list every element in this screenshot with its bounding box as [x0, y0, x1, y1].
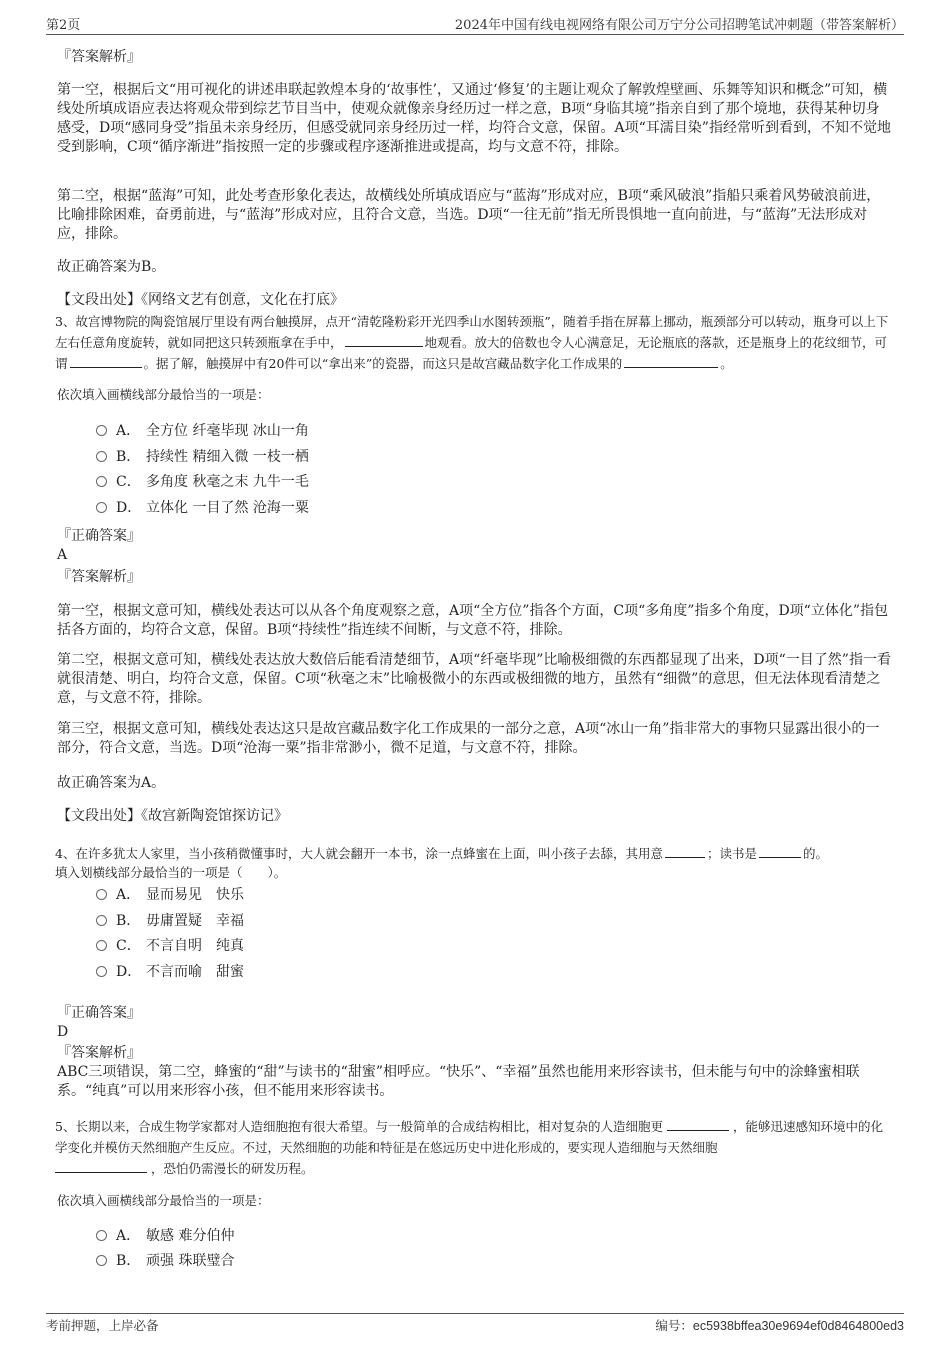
q3-answer-label: 『正确答案』 [57, 528, 141, 544]
q3-analysis-para2: 第二空，根据文意可知，横线处表达放大数倍后能看清楚细节，A项“纤毫毕现”比喻极细微的东西都显现了出来，D项“一目了然”指一看就很清楚、明白，均符合文意，保留。C项“秋毫之末”比喻极微小的东西或极细微的地方，虽然有“细微”的意思，但无法体现看清楚之意，与文意不符，排除。 [57, 652, 891, 706]
q2-analysis-para2: 第二空，根据“蓝海”可知，此处考查形象化表达，故横线处所填成语应与“蓝海”形成对应，B项“乘风破浪”指船只乘着风势破浪前进，比喻排除困难，奋勇前进，与“蓝海”形成对应，且符合文意，当选。D项“一往无前”指无所畏惧地一直向前进，与“蓝海”无法形成对应，排除。 [57, 188, 881, 242]
q4-answer: D [57, 1024, 69, 1040]
q3-stem: 3、故宫博物院的陶瓷馆展厅里设有两台触摸屏，点开“清乾隆粉彩开光四季山水图转颈瓶”，随着手指在屏幕上挪动，瓶颈部分可以转动，瓶身可以上下左右任意角度旋转，就如同把这只转颈瓶拿在手中， 地观看。放大的倍数也令人心满意足，无论瓶底的落款，还是瓶身上的花纹细节，可谓 。据了解，触摸屏中有20件可以“拿出来”的瓷器，而这只是故宫藏品数字化工作成果的 。 [55, 314, 889, 371]
q3-analysis-para1: 第一空，根据文意可知，横线处表达可以从各个角度观察之意，A项“全方位”指各个方面，C项“多角度”指多个角度，D项“立体化”指包括各方面的，均符合文意，保留。B项“持续性”指连续不间断，与文意不符，排除。 [57, 603, 888, 638]
q3-analysis-para3: 第三空，根据文意可知，横线处表达这只是故宫藏品数字化工作成果的一部分之意，A项“冰山一角”指非常大的事物只显露出很小的一部分，符合文意，当选。D项“沧海一粟”指非常渺小，微不足道，与文意不符，排除。 [57, 721, 880, 756]
q3-blank-1 [345, 333, 423, 347]
q5-option-b[interactable]: B． 顽强 珠联璧合 [96, 1251, 234, 1271]
q3-prompt: 依次填入画横线部分最恰当的一项是： [57, 387, 270, 402]
q3-option-d[interactable]: D． 立体化 一目了然 沧海一粟 [96, 498, 309, 518]
q3-blank-2 [70, 354, 142, 368]
q5-blank-2 [55, 1159, 147, 1173]
page-number: 第2页 [46, 18, 81, 33]
q4-option-a[interactable]: A． 显而易见 快乐 [96, 885, 244, 905]
q4-answer-label: 『正确答案』 [57, 1005, 141, 1021]
radio-icon[interactable] [96, 451, 107, 462]
radio-icon[interactable] [96, 889, 107, 900]
q3-analysis-label: 『答案解析』 [57, 569, 141, 585]
q4-option-c[interactable]: C． 不言自明 纯真 [96, 936, 244, 956]
radio-icon[interactable] [96, 1230, 107, 1241]
footer-slogan: 考前押题，上岸必备 [46, 1318, 159, 1333]
radio-icon[interactable] [96, 940, 107, 951]
document-title: 2024年中国有线电视网络有限公司万宁分公司招聘笔试冲刺题（带答案解析） [454, 18, 904, 33]
q3-option-a[interactable]: A． 全方位 纤毫毕现 冰山一角 [96, 421, 309, 441]
radio-icon[interactable] [96, 1255, 107, 1266]
q5-prompt: 依次填入画横线部分最恰当的一项是： [57, 1193, 270, 1208]
q4-blank-1 [665, 844, 705, 858]
q4-stem: 4、在许多犹太人家里，当小孩稍微懂事时，大人就会翻开一本书，涂一点蜂蜜在上面，叫小孩子去舔，其用意 ；读书是 的。 [55, 846, 828, 861]
q4-analysis: ABC三项错误，第二空，蜂蜜的“甜”与读书的“甜蜜”相呼应。“快乐”、“幸福”虽然也能用来形容读书，但未能与句中的涂蜂蜜相联系。“纯真”可以用来形容小孩，但不能用来形容读书。 [57, 1064, 860, 1099]
q4-blank-2 [759, 844, 801, 858]
q4-analysis-label: 『答案解析』 [57, 1045, 141, 1061]
radio-icon[interactable] [96, 915, 107, 926]
q2-analysis-label: 『答案解析』 [57, 49, 141, 65]
q4-prompt: 填入划横线部分最恰当的一项是（ ）。 [55, 865, 287, 880]
q4-option-d[interactable]: D． 不言而喻 甜蜜 [96, 962, 244, 982]
radio-icon[interactable] [96, 425, 107, 436]
radio-icon[interactable] [96, 966, 107, 977]
q5-option-a[interactable]: A． 敏感 难分伯仲 [96, 1226, 234, 1246]
q3-option-c[interactable]: C． 多角度 秋毫之末 九牛一毛 [96, 472, 309, 492]
q5-stem: 5、长期以来，合成生物学家都对人造细胞抱有很大希望。与一般简单的合成结构相比，相对复杂的人造细胞更 ，能够迅速感知环境中的化学变化并模仿天然细胞产生反应。不过，天然细胞的功能和特征是在悠远历史中进化形成的，要实现人造细胞与天然细胞 ，恐怕仍需漫长的研发历程。 [55, 1119, 883, 1176]
page-footer [46, 1313, 904, 1334]
q3-conclusion: 故正确答案为A。 [57, 775, 166, 791]
q3-option-b[interactable]: B． 持续性 精细入微 一枝一栖 [96, 447, 309, 467]
page-header [46, 12, 904, 35]
radio-icon[interactable] [96, 502, 107, 513]
q2-conclusion: 故正确答案为B。 [57, 259, 166, 275]
q4-option-b[interactable]: B． 毋庸置疑 幸福 [96, 911, 244, 931]
q2-analysis-para1: 第一空，根据后文“用可视化的讲述串联起敦煌本身的‘故事性’，又通过‘修复’的主题让观众了解敦煌壁画、乐舞等知识和概念”可知，横线处所填成语应表达将观众带到综艺节目当中，使观众就像亲身经历过一样之意，B项“身临其境”指亲自到了那个境地，获得某种切身感受，D项“感同身受”指虽未亲身经历，但感受就同亲身经历过一样，均符合文意，保留。A项“耳濡目染”指经常听到看到，不知不觉地受到影响，C项“循序渐进”指按照一定的步骤或程序逐渐推进或提高，均与文意不符，排除。 [57, 82, 891, 155]
document-code: 编号：ec5938bffea30e9694ef0d8464800ed3 [655, 1318, 904, 1333]
q3-blank-3 [624, 354, 718, 368]
radio-icon[interactable] [96, 476, 107, 487]
q3-source: 【文段出处】《故宫新陶瓷馆探访记》 [57, 808, 288, 824]
q5-blank-1 [667, 1117, 729, 1131]
q3-answer: A [57, 547, 68, 563]
q2-source: 【文段出处】《网络文艺有创意，文化在打底》 [57, 292, 344, 308]
